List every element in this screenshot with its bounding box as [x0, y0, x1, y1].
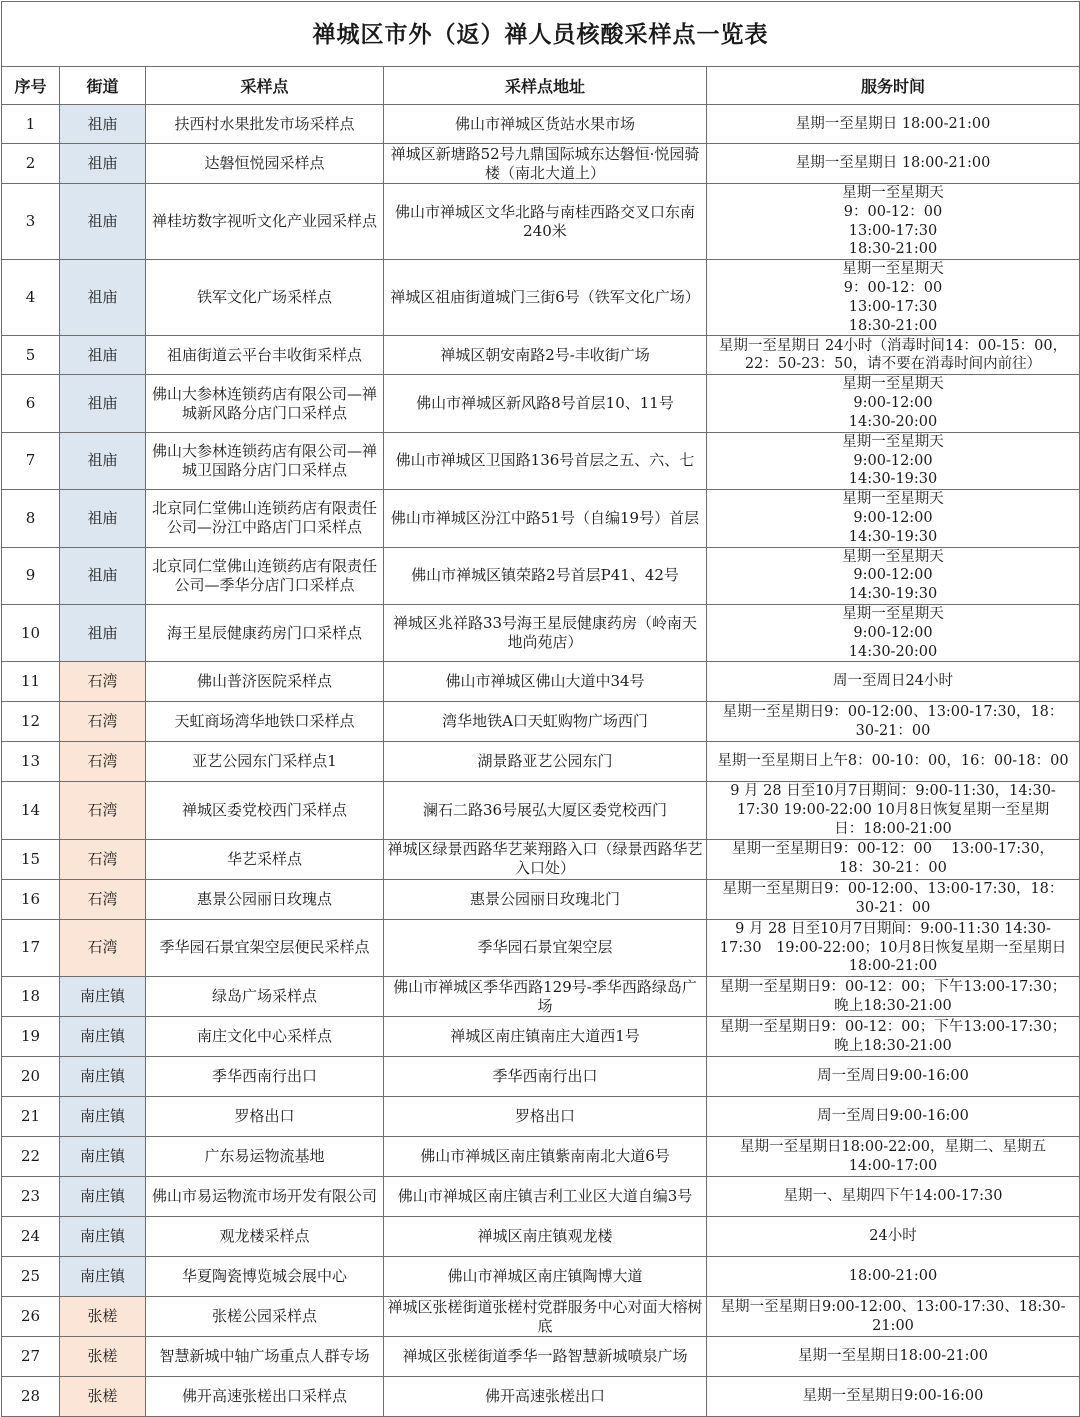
row-site: 华夏陶瓷博览城会展中心	[146, 1257, 384, 1297]
table-row	[2, 547, 1080, 604]
row-address: 佛山市禅城区卫国路136号首层之五、六、七	[384, 432, 707, 489]
row-seq: 11	[2, 662, 60, 702]
row-street: 石湾	[60, 662, 146, 702]
row-time	[707, 1297, 1080, 1337]
row-time-line: 9:00-12:00	[853, 624, 933, 641]
row-seq: 15	[2, 839, 60, 879]
row-address: 佛山市禅城区南庄镇陶博大道	[384, 1257, 707, 1297]
row-street: 祖庙	[60, 604, 146, 661]
row-street: 南庄镇	[60, 1137, 146, 1177]
row-street: 石湾	[60, 919, 146, 976]
row-time-line: 星期一至星期天	[842, 261, 944, 278]
row-time-line: 9:00-12:00	[853, 395, 933, 412]
row-address: 佛山市禅城区佛山大道中34号	[384, 662, 707, 702]
table-row	[2, 490, 1080, 547]
table-row	[2, 879, 1080, 919]
row-seq: 8	[2, 490, 60, 547]
row-time-line: 30-21：00	[855, 900, 931, 917]
row-time-line: 13:00-17:30	[848, 222, 938, 239]
row-seq: 19	[2, 1017, 60, 1057]
row-time-line: 17:30 19:00-22:00 10月8日恢复星期一至星期	[736, 802, 1050, 819]
row-street: 南庄镇	[60, 1097, 146, 1137]
row-time-line: 14:00-17:00	[848, 1157, 938, 1174]
row-seq: 25	[2, 1257, 60, 1297]
row-time-line: 星期一至星期日9：00-12：00；下午13:00-17:30；	[719, 978, 1067, 995]
sampling-sites-table	[1, 1, 1080, 1417]
row-address: 佛山市禅城区南庄镇吉利工业区大道自编3号	[384, 1177, 707, 1217]
row-time-line: 星期一至星期天	[842, 491, 944, 508]
row-time	[707, 260, 1080, 336]
row-site: 海王星辰健康药房门口采样点	[146, 604, 384, 661]
row-site: 佛山大参林连锁药店有限公司—禅城新风路分店门口采样点	[146, 375, 384, 432]
row-time	[707, 1257, 1080, 1297]
row-address: 佛开高速张槎出口	[384, 1377, 707, 1417]
row-time	[707, 1057, 1080, 1097]
row-street: 南庄镇	[60, 1257, 146, 1297]
row-time	[707, 702, 1080, 742]
row-address: 禅城区朝安南路2号-丰收街广场	[384, 336, 707, 375]
row-street: 祖庙	[60, 184, 146, 260]
row-site: 天虹商场湾华地铁口采样点	[146, 702, 384, 742]
row-street: 祖庙	[60, 375, 146, 432]
row-site: 南庄文化中心采样点	[146, 1017, 384, 1057]
table-row	[2, 144, 1080, 184]
table-row	[2, 336, 1080, 375]
row-time	[707, 184, 1080, 260]
table-row	[2, 1017, 1080, 1057]
row-time-line: 星期一至星期日18:00-22:00，星期二、星期五	[740, 1138, 1046, 1155]
row-time-line: 9:00-12:00	[853, 567, 933, 584]
row-site: 佛山大参林连锁药店有限公司—禅城卫国路分店门口采样点	[146, 432, 384, 489]
row-address: 佛山市禅城区新风路8号首层10、11号	[384, 375, 707, 432]
row-site: 绿岛广场采样点	[146, 977, 384, 1017]
row-street: 张槎	[60, 1297, 146, 1337]
row-seq: 26	[2, 1297, 60, 1337]
row-street: 祖庙	[60, 105, 146, 144]
row-street: 祖庙	[60, 144, 146, 184]
row-time-line: 日：18:00-21:00	[834, 820, 952, 837]
row-time-line: 星期一至星期日9：00-12：00；下午13:00-17:30；	[719, 1018, 1067, 1035]
row-time	[707, 547, 1080, 604]
row-time-line: 星期一至星期日 18:00-21:00	[795, 155, 991, 172]
row-time-line: 星期一至星期天	[842, 376, 944, 393]
row-time-line: 22：50-23：50，请不要在消毒时间内前往）	[744, 356, 1042, 373]
row-time-line: 14:30-20:00	[848, 643, 938, 660]
row-site: 惠景公园丽日玫瑰点	[146, 879, 384, 919]
row-address: 禅城区南庄镇观龙楼	[384, 1217, 707, 1257]
table-row	[2, 1377, 1080, 1417]
row-seq: 5	[2, 336, 60, 375]
row-site: 禅城区委党校西门采样点	[146, 782, 384, 839]
row-address: 罗格出口	[384, 1097, 707, 1137]
row-site: 北京同仁堂佛山连锁药店有限责任公司—季华分店门口采样点	[146, 547, 384, 604]
table-row	[2, 1057, 1080, 1097]
row-address: 季华西南行出口	[384, 1057, 707, 1097]
row-street: 祖庙	[60, 547, 146, 604]
row-street: 张槎	[60, 1337, 146, 1377]
row-time	[707, 977, 1080, 1017]
row-seq: 2	[2, 144, 60, 184]
row-site: 亚艺公园东门采样点1	[146, 742, 384, 782]
table-row	[2, 260, 1080, 336]
row-seq: 21	[2, 1097, 60, 1137]
row-address: 禅城区兆祥路33号海王星辰健康药房（岭南天地尚苑店）	[384, 604, 707, 661]
row-time-line: 星期一至星期日18:00-21:00	[798, 1348, 988, 1365]
row-street: 石湾	[60, 742, 146, 782]
row-time-line: 14:30-19:30	[848, 471, 938, 488]
row-seq: 16	[2, 879, 60, 919]
row-site: 广东易运物流基地	[146, 1137, 384, 1177]
row-seq: 28	[2, 1377, 60, 1417]
row-street: 张槎	[60, 1377, 146, 1417]
table-row	[2, 919, 1080, 976]
table-row	[2, 662, 1080, 702]
row-time	[707, 490, 1080, 547]
row-time-line: 13:00-17:30	[848, 298, 938, 315]
row-address: 澜石二路36号展弘大厦区委党校西门	[384, 782, 707, 839]
row-seq: 1	[2, 105, 60, 144]
header-address: 采样点地址	[384, 67, 707, 105]
row-time	[707, 1337, 1080, 1377]
row-time	[707, 375, 1080, 432]
row-street: 祖庙	[60, 336, 146, 375]
row-time	[707, 1137, 1080, 1177]
row-address: 禅城区新塘路52号九鼎国际城东达磐恒·悦园骑楼（南北大道上）	[384, 144, 707, 184]
row-address: 佛山市禅城区镇荣路2号首层P41、42号	[384, 547, 707, 604]
row-seq: 3	[2, 184, 60, 260]
table-row	[2, 702, 1080, 742]
row-time-line: 18:30-21:00	[848, 317, 938, 334]
header-site: 采样点	[146, 67, 384, 105]
row-seq: 13	[2, 742, 60, 782]
row-street: 南庄镇	[60, 1057, 146, 1097]
row-time	[707, 662, 1080, 702]
row-seq: 7	[2, 432, 60, 489]
row-street: 石湾	[60, 879, 146, 919]
row-time	[707, 1217, 1080, 1257]
row-street: 南庄镇	[60, 1017, 146, 1057]
row-time-line: 9:00-12:00	[853, 509, 933, 526]
row-address: 佛山市禅城区南庄镇紫南南北大道6号	[384, 1137, 707, 1177]
row-time-line: 晚上18:30-21:00	[834, 997, 952, 1014]
table-row	[2, 977, 1080, 1017]
row-address: 禅城区张槎街道张槎村党群服务中心对面大榕树底	[384, 1297, 707, 1337]
row-street: 南庄镇	[60, 977, 146, 1017]
row-address: 禅城区南庄镇南庄大道西1号	[384, 1017, 707, 1057]
row-time	[707, 144, 1080, 184]
row-street: 石湾	[60, 839, 146, 879]
row-seq: 6	[2, 375, 60, 432]
row-street: 石湾	[60, 702, 146, 742]
row-time-line: 星期一至星期天	[842, 433, 944, 450]
row-time-line: 星期一至星期天	[842, 185, 944, 201]
row-seq: 10	[2, 604, 60, 661]
row-time-line: 18：30-21：00	[839, 860, 947, 877]
table-title: 禅城区市外（返）禅人员核酸采样点一览表	[2, 2, 1080, 67]
row-time	[707, 879, 1080, 919]
row-time-line: 18:30-21:00	[848, 241, 938, 258]
table-row	[2, 1217, 1080, 1257]
row-seq: 17	[2, 919, 60, 976]
row-time-line: 9 月 28 日至10月7日期间：9:00-11:30 14:30-	[735, 920, 1051, 937]
row-street: 祖庙	[60, 260, 146, 336]
header-street: 街道	[60, 67, 146, 105]
row-address: 惠景公园丽日玫瑰北门	[384, 879, 707, 919]
row-street: 祖庙	[60, 432, 146, 489]
row-time-line: 14:30-20:00	[848, 413, 938, 430]
row-street: 石湾	[60, 782, 146, 839]
row-time-line: 9：00-12：00	[843, 203, 943, 220]
row-site: 罗格出口	[146, 1097, 384, 1137]
row-seq: 4	[2, 260, 60, 336]
row-time-line: 星期一至星期日 18:00-21:00	[795, 115, 991, 132]
row-time-line: 星期一至星期日9:00-16:00	[802, 1388, 984, 1405]
row-time-line: 星期一至星期日9：00-12:00、13:00-17:30，18：	[722, 881, 1064, 898]
row-time-line: 9:00-12:00	[853, 452, 933, 469]
table-row	[2, 1097, 1080, 1137]
row-time-line: 18:00-21:00	[848, 1268, 938, 1285]
row-address: 禅城区张槎街道季华一路智慧新城喷泉广场	[384, 1337, 707, 1377]
row-site: 张槎公园采样点	[146, 1297, 384, 1337]
row-site: 达磐恒悦园采样点	[146, 144, 384, 184]
row-time	[707, 336, 1080, 375]
table-row	[2, 375, 1080, 432]
row-time	[707, 919, 1080, 976]
row-address: 佛山市禅城区汾江中路51号（自编19号）首层	[384, 490, 707, 547]
row-site: 铁军文化广场采样点	[146, 260, 384, 336]
table-row	[2, 1337, 1080, 1377]
row-time	[707, 1097, 1080, 1137]
row-time-line: 14:30-19:30	[848, 528, 938, 545]
row-site: 季华园石景宜架空层便民采样点	[146, 919, 384, 976]
title-row	[2, 2, 1080, 67]
row-time	[707, 432, 1080, 489]
row-address: 禅城区祖庙街道城门三街6号（铁军文化广场）	[384, 260, 707, 336]
table-row	[2, 1257, 1080, 1297]
row-time	[707, 1017, 1080, 1057]
row-time-line: 17:30 19:00-22:00；10月8日恢复星期一至星期日	[719, 939, 1067, 956]
row-time-line: 周一至周日9:00-16:00	[817, 1108, 969, 1125]
row-time-line: 星期一至星期天	[842, 605, 944, 622]
row-street: 南庄镇	[60, 1217, 146, 1257]
row-street: 南庄镇	[60, 1177, 146, 1217]
row-site: 华艺采样点	[146, 839, 384, 879]
row-time	[707, 782, 1080, 839]
row-site: 佛山普济医院采样点	[146, 662, 384, 702]
row-time-line: 9：00-12：00	[843, 279, 943, 296]
table-row	[2, 742, 1080, 782]
row-seq: 24	[2, 1217, 60, 1257]
row-address: 佛山市禅城区季华西路129号-季华西路绿岛广场	[384, 977, 707, 1017]
row-time	[707, 105, 1080, 144]
row-time-line: 星期一至星期日9：00-12:00、13:00-17:30，18：	[722, 704, 1064, 721]
header-row	[2, 67, 1080, 105]
row-site: 佛开高速张槎出口采样点	[146, 1377, 384, 1417]
row-time	[707, 742, 1080, 782]
row-address: 季华园石景宜架空层	[384, 919, 707, 976]
row-time-line: 星期一、星期四下午14:00-17:30	[783, 1188, 1003, 1205]
table-row	[2, 105, 1080, 144]
row-time-line: 周一至周日9:00-16:00	[817, 1068, 969, 1085]
row-time-line: 星期一至星期日上午8：00-10：00，16：00-18：00	[717, 753, 1069, 770]
table-row	[2, 432, 1080, 489]
row-time-line: 9 月 28 日至10月7日期间：9:00-11:30，14:30-	[730, 783, 1056, 800]
row-address: 湖景路亚艺公园东门	[384, 742, 707, 782]
row-seq: 9	[2, 547, 60, 604]
row-time	[707, 1177, 1080, 1217]
row-site: 扶西村水果批发市场采样点	[146, 105, 384, 144]
table-row	[2, 1137, 1080, 1177]
row-time-line: 18:00-21:00	[848, 958, 938, 975]
row-address: 佛山市禅城区文华北路与南桂西路交叉口东南240米	[384, 184, 707, 260]
row-seq: 27	[2, 1337, 60, 1377]
header-seq: 序号	[2, 67, 60, 105]
row-time-line: 晚上18:30-21:00	[834, 1037, 952, 1054]
row-address: 佛山市禅城区货站水果市场	[384, 105, 707, 144]
row-seq: 20	[2, 1057, 60, 1097]
row-time-line: 21:00	[872, 1317, 914, 1334]
row-site: 北京同仁堂佛山连锁药店有限责任公司—汾江中路店门口采样点	[146, 490, 384, 547]
row-time	[707, 604, 1080, 661]
row-time-line: 24小时	[869, 1228, 917, 1245]
row-time	[707, 839, 1080, 879]
row-site: 智慧新城中轴广场重点人群专场	[146, 1337, 384, 1377]
row-site: 禅桂坊数字视听文化产业园采样点	[146, 184, 384, 260]
row-address: 湾华地铁A口天虹购物广场西门	[384, 702, 707, 742]
row-time-line: 30-21：00	[855, 722, 931, 739]
row-time-line: 周一至周日24小时	[833, 673, 953, 690]
table-row	[2, 184, 1080, 260]
row-time-line: 14:30-19:30	[848, 586, 938, 603]
row-site: 观龙楼采样点	[146, 1217, 384, 1257]
table-row	[2, 1297, 1080, 1337]
row-seq: 14	[2, 782, 60, 839]
row-seq: 23	[2, 1177, 60, 1217]
row-street: 祖庙	[60, 490, 146, 547]
row-site: 佛山市易运物流市场开发有限公司	[146, 1177, 384, 1217]
row-address: 禅城区绿景西路华艺莱翔路入口（绿景西路华艺入口处）	[384, 839, 707, 879]
row-time-line: 星期一至星期日 24小时（消毒时间14：00-15：00，	[718, 337, 1068, 354]
row-time-line: 星期一至星期天	[842, 548, 944, 565]
row-time-line: 星期一至星期日9:00-12:00、13:00-17:30、18:30-	[720, 1298, 1066, 1315]
row-site: 季华西南行出口	[146, 1057, 384, 1097]
row-site: 祖庙街道云平台丰收街采样点	[146, 336, 384, 375]
table-row	[2, 782, 1080, 839]
table-row	[2, 839, 1080, 879]
row-time-line: 星期一至星期日9：00-12：00 13:00-17:30，	[731, 841, 1055, 858]
row-seq: 22	[2, 1137, 60, 1177]
table-row	[2, 604, 1080, 661]
row-time	[707, 1377, 1080, 1417]
row-seq: 18	[2, 977, 60, 1017]
row-seq: 12	[2, 702, 60, 742]
table-row	[2, 1177, 1080, 1217]
header-time: 服务时间	[707, 67, 1080, 105]
